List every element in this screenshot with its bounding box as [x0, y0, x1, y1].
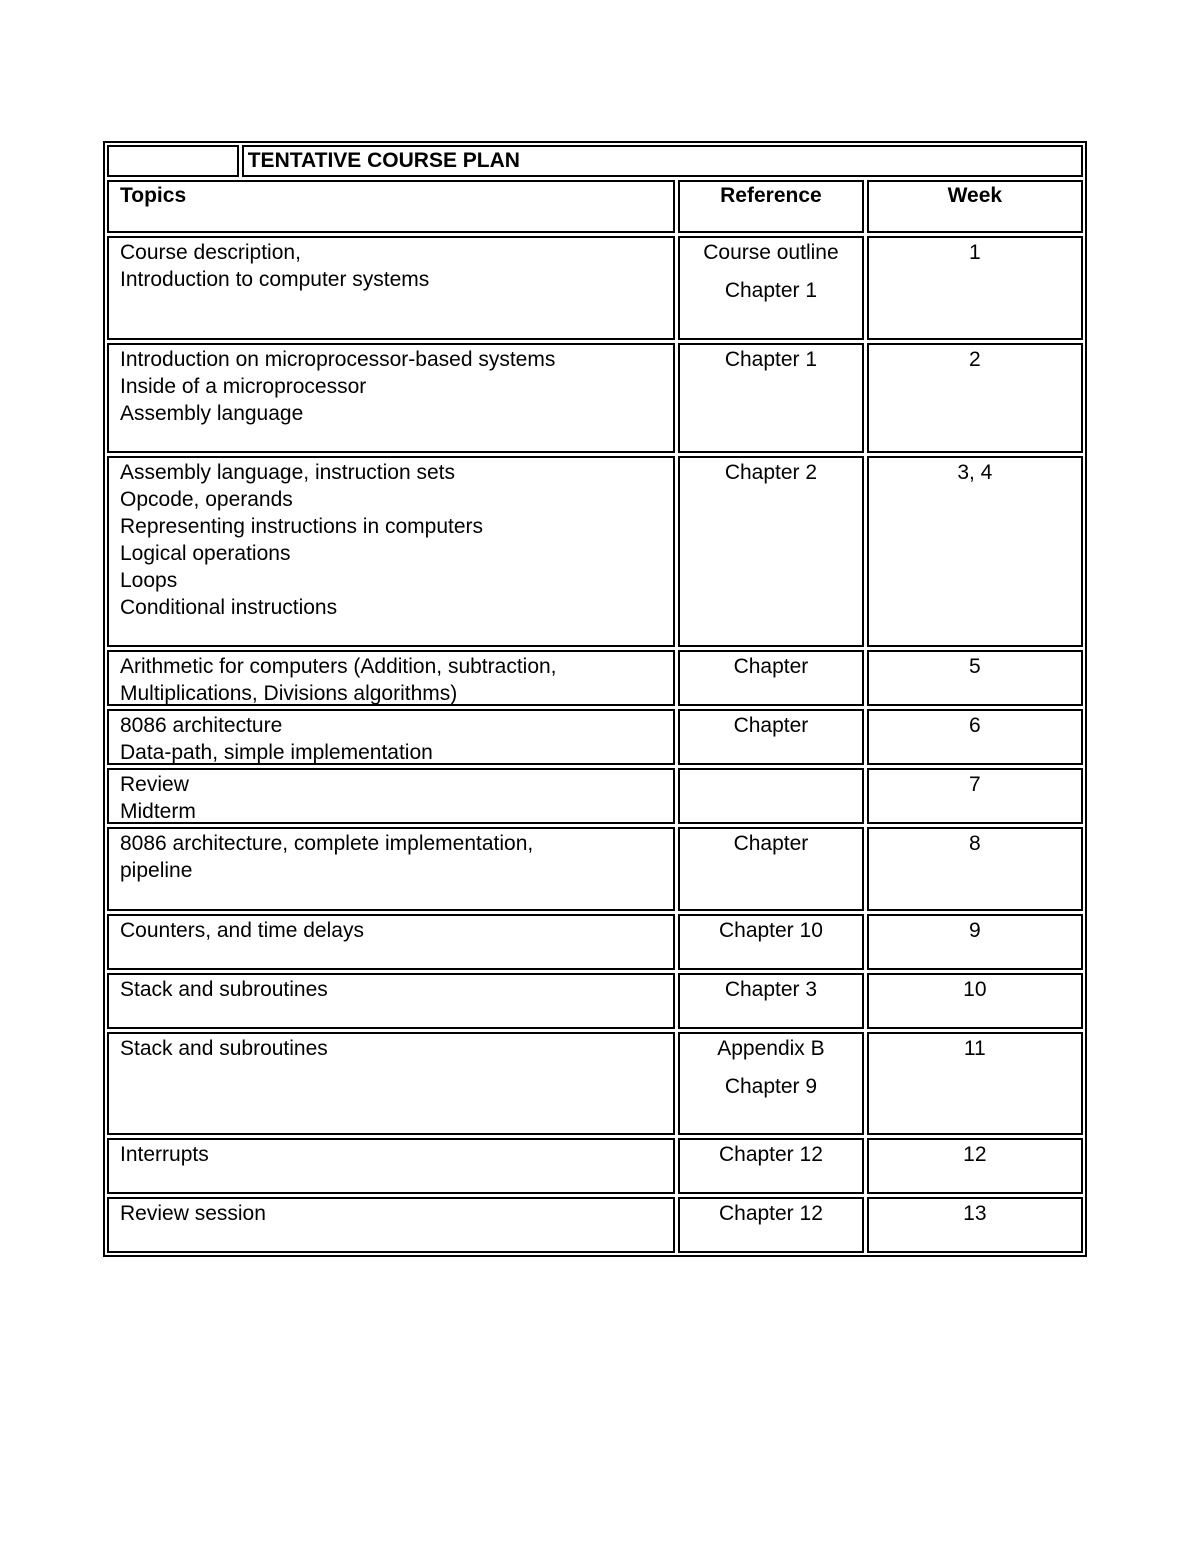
topic-line: Course description, — [120, 241, 301, 264]
reference-cell — [678, 456, 863, 647]
table-row — [107, 827, 1083, 911]
topic-line: Inside of a microprocessor — [120, 375, 367, 398]
topic-line: Midterm — [120, 800, 196, 823]
topic-line: Review — [120, 773, 189, 796]
topic-line: Interrupts — [120, 1143, 209, 1166]
reference-cell — [678, 236, 863, 340]
reference-cell — [678, 1032, 863, 1135]
table-row — [107, 343, 1083, 453]
topic-line: Assembly language, instruction sets — [120, 461, 456, 484]
course-plan-table — [103, 141, 1087, 1257]
table-row — [107, 456, 1083, 647]
topic-line: Data-path, simple implementation — [120, 741, 433, 764]
topics-cell — [107, 973, 675, 1029]
table-row — [107, 236, 1083, 340]
header-reference: Reference — [678, 180, 863, 233]
reference-line: Chapter 1 — [724, 348, 818, 371]
reference-line: Course outline — [703, 241, 839, 264]
week-cell: 7 — [867, 768, 1083, 824]
table-row — [107, 768, 1083, 824]
title-blank-cell — [107, 145, 239, 177]
table-body — [107, 236, 1083, 1253]
topic-line: Counters, and time delays — [120, 919, 364, 942]
week-cell: 13 — [867, 1197, 1083, 1253]
reference-cell — [678, 650, 863, 706]
topic-line: Review session — [120, 1202, 266, 1225]
week-cell: 11 — [867, 1032, 1083, 1135]
reference-line: Chapter 3 — [724, 978, 818, 1001]
topics-cell — [107, 1138, 675, 1194]
week-cell: 10 — [867, 973, 1083, 1029]
topic-line: 8086 architecture — [120, 714, 283, 737]
topic-line: Loops — [120, 569, 178, 592]
week-cell: 9 — [867, 914, 1083, 970]
week-cell: 1 — [867, 236, 1083, 340]
reference-line: Chapter 12 — [718, 1143, 823, 1166]
topics-cell — [107, 914, 675, 970]
reference-cell — [678, 973, 863, 1029]
reference-cell — [678, 1138, 863, 1194]
topics-cell — [107, 827, 675, 911]
topic-line: Introduction on microprocessor-based systems — [120, 348, 556, 371]
header-row — [107, 180, 1083, 233]
reference-cell — [678, 709, 863, 765]
topic-line: Conditional instructions — [120, 596, 338, 619]
topics-cell — [107, 1032, 675, 1135]
reference-cell — [678, 768, 863, 824]
topics-cell — [107, 456, 675, 647]
table-row — [107, 973, 1083, 1029]
topics-cell — [107, 768, 675, 824]
topics-cell — [107, 650, 675, 706]
table-title: TENTATIVE COURSE PLAN — [242, 145, 1083, 177]
topic-line: 8086 architecture, complete implementation, — [120, 832, 534, 855]
topic-line: Stack and subroutines — [120, 1037, 328, 1060]
table-row — [107, 914, 1083, 970]
topic-line: pipeline — [120, 859, 193, 882]
header-topics: Topics — [107, 180, 675, 233]
topics-cell — [107, 1197, 675, 1253]
reference-line: Chapter — [733, 714, 809, 737]
reference-line: Chapter 1 — [724, 279, 818, 302]
reference-line: Chapter 2 — [724, 461, 818, 484]
header-week: Week — [867, 180, 1083, 233]
reference-line: Chapter 9 — [724, 1075, 818, 1098]
topic-line: Assembly language — [120, 402, 304, 425]
reference-cell — [678, 343, 863, 453]
table-row — [107, 650, 1083, 706]
table-row — [107, 1197, 1083, 1253]
week-cell: 3, 4 — [867, 456, 1083, 647]
reference-line: Chapter — [733, 832, 809, 855]
week-cell: 12 — [867, 1138, 1083, 1194]
topics-cell — [107, 709, 675, 765]
title-row — [107, 145, 1083, 177]
reference-line: Chapter 10 — [718, 919, 823, 942]
table-row — [107, 1138, 1083, 1194]
reference-cell — [678, 1197, 863, 1253]
topics-cell — [107, 343, 675, 453]
week-cell: 5 — [867, 650, 1083, 706]
topic-line: Representing instructions in computers — [120, 515, 484, 538]
topic-line: Introduction to computer systems — [120, 268, 430, 291]
reference-cell — [678, 914, 863, 970]
topic-line: Arithmetic for computers (Addition, subtraction, — [120, 655, 557, 678]
reference-line: Chapter — [733, 655, 809, 678]
table-row — [107, 709, 1083, 765]
topic-line: Logical operations — [120, 542, 291, 565]
week-cell: 6 — [867, 709, 1083, 765]
reference-cell — [678, 827, 863, 911]
table-row — [107, 1032, 1083, 1135]
week-cell: 2 — [867, 343, 1083, 453]
topic-line: Multiplications, Divisions algorithms) — [120, 682, 458, 705]
reference-line: Chapter 12 — [718, 1202, 823, 1225]
reference-line: Appendix B — [717, 1037, 825, 1060]
topics-cell — [107, 236, 675, 340]
topic-line: Stack and subroutines — [120, 978, 328, 1001]
week-cell: 8 — [867, 827, 1083, 911]
topic-line: Opcode, operands — [120, 488, 293, 511]
